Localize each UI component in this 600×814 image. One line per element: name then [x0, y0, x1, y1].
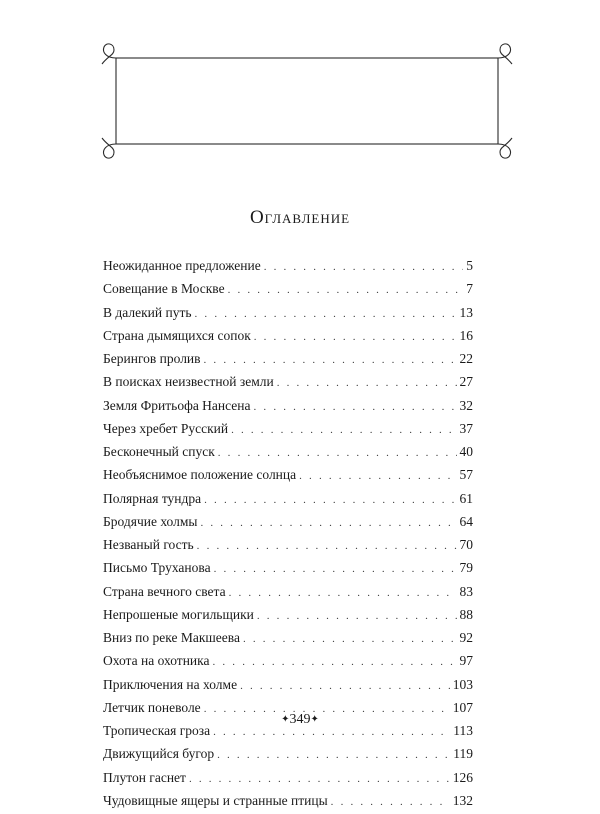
toc-entry-page: 132	[452, 792, 473, 808]
toc-entry-page: 13	[459, 304, 473, 320]
left-ornament-icon: ✦	[281, 714, 290, 725]
toc-entry-page: 79	[459, 560, 473, 576]
dot-leader	[195, 303, 457, 326]
toc-entry	[103, 510, 473, 533]
toc-entry-title: Страна вечного света	[103, 583, 226, 599]
dot-leader	[277, 372, 457, 395]
toc-entry-title: Бесконечный спуск	[103, 444, 215, 459]
toc-entry-page: 113	[453, 723, 473, 738]
toc-entry-title: Плутон гаснет	[103, 769, 186, 785]
toc-entry-title: Совещание в Москве	[103, 281, 225, 297]
dot-leader	[189, 768, 450, 791]
toc-entry-page: 70	[459, 537, 473, 552]
toc-entry	[103, 649, 473, 672]
toc-entry	[103, 673, 473, 696]
toc-entry	[103, 254, 473, 277]
toc-entry	[103, 417, 473, 440]
toc-entry-title: Через хребет Русский	[103, 420, 229, 436]
toc-entry	[103, 370, 473, 393]
toc-entry-title: Страна дымящихся сопок	[103, 327, 251, 343]
toc-entry-title: Движущийся бугор	[103, 746, 215, 762]
dot-leader	[264, 256, 464, 279]
dot-leader	[254, 326, 457, 349]
toc-entry-page: 27	[459, 374, 473, 390]
toc-entry	[103, 603, 473, 626]
dot-leader	[240, 675, 450, 698]
toc-entry-page: 83	[459, 583, 473, 599]
toc-entry-page: 126	[452, 769, 473, 785]
dot-leader	[229, 582, 457, 605]
dot-leader	[299, 465, 456, 488]
dot-leader	[331, 791, 450, 814]
toc-entry-title: Вниз по реке Макшеева	[103, 630, 240, 645]
toc-entry-title: Охота на охотника	[103, 653, 210, 669]
toc-entry-title: Необъяснимое положение солнца	[103, 467, 297, 483]
toc-entry-page: 37	[459, 420, 473, 436]
toc-entry-page: 32	[459, 397, 473, 413]
dot-leader	[231, 419, 456, 442]
dot-leader	[217, 744, 450, 767]
toc-entry	[103, 301, 473, 324]
table-of-contents	[103, 254, 473, 812]
toc-entry-title: Берингов пролив	[103, 351, 201, 366]
dot-leader	[254, 396, 457, 419]
toc-entry-title: Летчик поневоле	[103, 699, 201, 715]
toc-entry-title: Чудовищные ящеры и странные птицы	[103, 792, 328, 808]
dot-leader	[228, 279, 464, 302]
dot-leader	[197, 535, 457, 558]
toc-entry-title: Приключения на холме	[103, 676, 238, 692]
toc-entry-page: 88	[459, 606, 473, 622]
toc-entry-page: 61	[459, 490, 473, 506]
toc-entry-title: В поисках неизвестной земли	[103, 374, 274, 390]
toc-entry	[103, 742, 473, 765]
toc-entry-page: 119	[453, 746, 473, 762]
toc-entry-page: 92	[459, 630, 473, 645]
toc-entry	[103, 487, 473, 510]
toc-entry	[103, 277, 473, 300]
dot-leader	[200, 512, 456, 535]
toc-entry	[103, 556, 473, 579]
dot-leader	[204, 489, 456, 512]
toc-entry-title: Полярная тундра	[103, 490, 202, 506]
toc-entry-title: Неожиданное предложение	[103, 258, 261, 273]
toc-entry	[103, 580, 473, 603]
toc-entry	[103, 789, 473, 812]
toc-entry	[103, 766, 473, 789]
decorative-frame-icon	[100, 42, 514, 160]
toc-entry-page: 103	[452, 676, 473, 692]
toc-entry-page: 64	[459, 513, 473, 529]
toc-entry	[103, 463, 473, 486]
toc-entry-page: 16	[459, 327, 473, 343]
dot-leader	[213, 651, 457, 674]
dot-leader	[218, 442, 457, 465]
toc-entry-page: 107	[452, 699, 473, 715]
toc-entry-title: Непрошеные могильщики	[103, 606, 254, 622]
toc-entry-page: 57	[459, 467, 473, 483]
toc-entry	[103, 533, 473, 556]
toc-entry-page: 40	[459, 444, 473, 459]
dot-leader	[257, 605, 457, 628]
dot-leader	[204, 349, 457, 372]
toc-entry-title: В далекий путь	[103, 304, 192, 320]
toc-entry	[103, 394, 473, 417]
right-ornament-icon: ✦	[310, 714, 319, 725]
toc-entry	[103, 347, 473, 370]
toc-entry-title: Тропическая гроза	[103, 723, 211, 738]
toc-entry-title: Бродячие холмы	[103, 513, 198, 529]
toc-entry-page: 7	[466, 281, 473, 297]
toc-entry	[103, 626, 473, 649]
page-title: Оглавление	[249, 207, 351, 228]
dot-leader	[243, 628, 457, 651]
toc-entry	[103, 324, 473, 347]
toc-entry-page: 22	[459, 351, 473, 366]
dot-leader	[214, 558, 457, 581]
toc-entry-title: Земля Фритьофа Нансена	[103, 397, 251, 413]
toc-entry-title: Незваный гость	[103, 537, 194, 552]
toc-entry-title: Письмо Труханова	[103, 560, 211, 576]
page-number-value: 349	[289, 712, 311, 727]
page-number	[0, 712, 600, 728]
toc-entry-page: 5	[466, 258, 473, 273]
toc-entry-page: 97	[459, 653, 473, 669]
toc-entry	[103, 440, 473, 463]
